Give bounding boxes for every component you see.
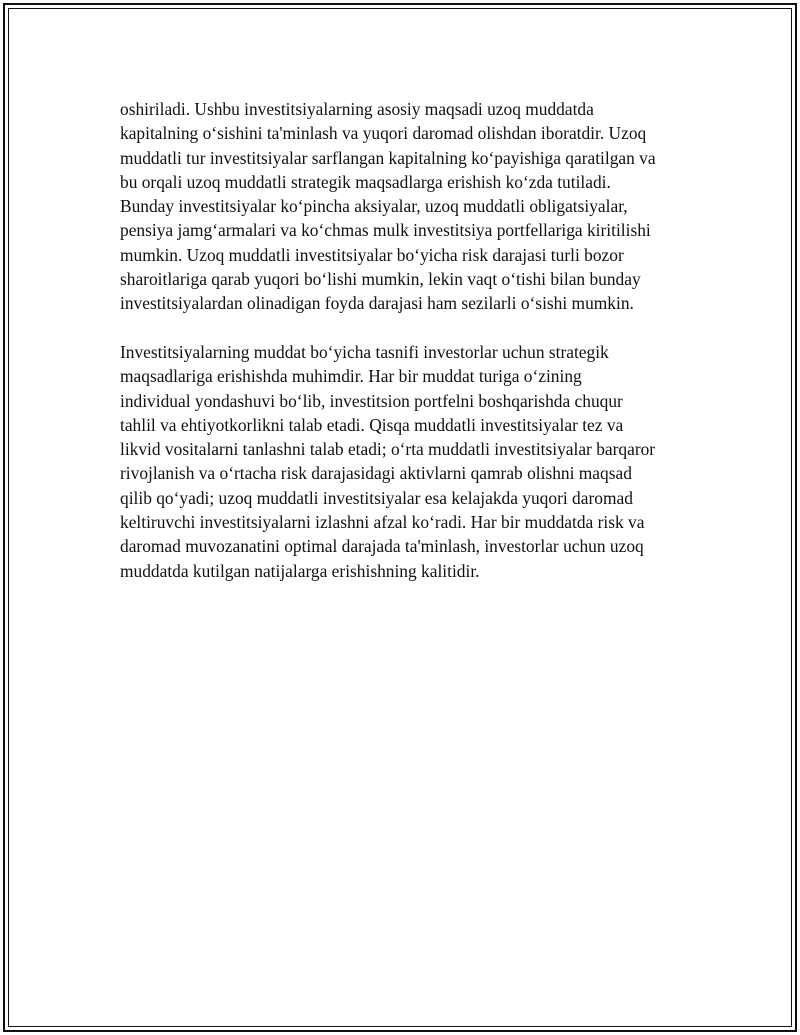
document-body bbox=[120, 97, 695, 583]
paragraph-1-line: sharoitlariga qarab yuqori bo‘lishi mumkin, lekin vaqt o‘tishi bilan bunday bbox=[120, 269, 641, 290]
paragraph-2-line: tahlil va ehtiyotkorlikni talab etadi. Qisqa muddatli investitsiyalar tez va bbox=[120, 414, 624, 435]
paragraph-1-line: investitsiyalardan olinadigan foyda darajasi ham sezilarli o‘sishi mumkin. bbox=[120, 293, 634, 314]
paragraph-2-line: likvid vositalarni tanlashni talab etadi; o‘rta muddatli investitsiyalar barqaror bbox=[120, 439, 656, 460]
paragraph-1 bbox=[120, 97, 695, 316]
paragraph-2-line: keltiruvchi investitsiyalarni izlashni afzal ko‘radi. Har bir muddatda risk va bbox=[120, 512, 645, 533]
paragraph-1-line: Bunday investitsiyalar ko‘pincha aksiyalar, uzoq muddatli obligatsiyalar, bbox=[120, 196, 628, 217]
paragraph-spacer bbox=[120, 316, 695, 340]
paragraph-1-line: muddatli tur investitsiyalar sarflangan kapitalning ko‘payishiga qaratilgan va bbox=[120, 147, 656, 168]
paragraph-1-line: bu orqali uzoq muddatli strategik maqsadlarga erishish ko‘zda tutiladi. bbox=[120, 171, 611, 192]
page-border bbox=[3, 3, 797, 1032]
paragraph-1-line: oshiriladi. Ushbu investitsiyalarning asosiy maqsadi uzoq muddatda bbox=[120, 99, 594, 119]
paragraph-2-line: daromad muvozanatini optimal darajada ta'minlash, investorlar uchun uzoq bbox=[120, 536, 644, 557]
paragraph-1-line: kapitalning o‘sishini ta'minlash va yuqori daromad olishdan iboratdir. Uzoq bbox=[120, 123, 647, 144]
paragraph-2-line: qilib qo‘yadi; uzoq muddatli investitsiyalar esa kelajakda yuqori daromad bbox=[120, 487, 633, 508]
paragraph-2-line: muddatda kutilgan natijalarga erishishning kalitidir. bbox=[120, 560, 480, 581]
paragraph-1-line: pensiya jamg‘armalari va ko‘chmas mulk investitsiya portfellariga kiritilishi bbox=[120, 220, 651, 241]
paragraph-2-line: Investitsiyalarning muddat bo‘yicha tasnifi investorlar uchun strategik bbox=[120, 341, 609, 362]
paragraph-1-line: mumkin. Uzoq muddatli investitsiyalar bo‘yicha risk darajasi turli bozor bbox=[120, 244, 624, 265]
paragraph-2-line: individual yondashuvi bo‘lib, investitsion portfelni boshqarishda chuqur bbox=[120, 390, 623, 411]
paragraph-2-line: rivojlanish va o‘rtacha risk darajasidagi aktivlarni qamrab olishni maqsad bbox=[120, 463, 632, 484]
paragraph-2-line: maqsadlariga erishishda muhimdir. Har bir muddat turiga o‘zining bbox=[120, 366, 582, 387]
paragraph-2 bbox=[120, 340, 695, 583]
